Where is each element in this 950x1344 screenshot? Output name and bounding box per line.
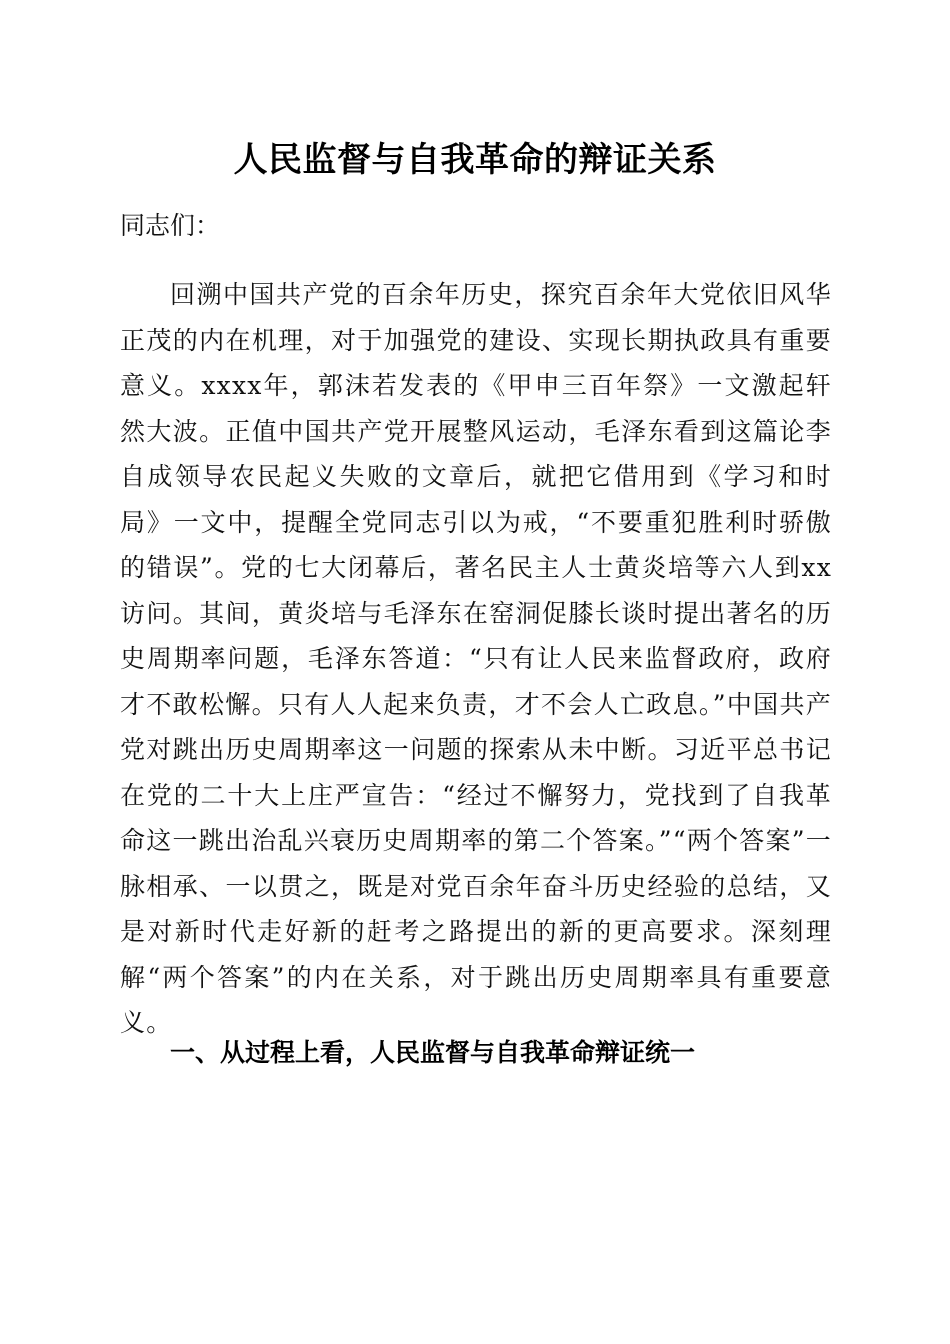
document-title: 人民监督与自我革命的辩证关系 — [233, 140, 717, 180]
salutation: 同志们： — [120, 211, 221, 240]
body-paragraph: 回溯中国共产党的百余年历史，探究百余年大党依旧风华正茂的内在机理，对于加强党的建设、实现长期执政具有重要意义。xxxx年，郭沫若发表的《甲申三百年祭》一文激起轩然大波。正值中国共产党开展整风运动，毛泽东看到这篇论李自成领导农民起义失败的文章后，就把它借用到《学习和时局》一文中，提醒全党同志引以为戒，“不要重犯胜利时骄傲的错误”。党的七大闭幕后，著名民主人士黄炎培等六人到xx访问。其间，黄炎培与毛泽东在窑洞促膝长谈时提出著名的历史周期率问题，毛泽东答道：“只有让人民来监督政府，政府才不敢松懈。只有人人起来负责，才不会人亡政息。”中国共产党对跳出历史周期率这一问题的探索从未中断。习近平总书记在党的二十大上庄严宣告：“经过不懈努力，党找到了自我革命这一跳出治乱兴衰历史周期率的第二个答案。”“两个答案”一脉相承、一以贯之，既是对党百余年奋斗历史经验的总结，又是对新时代走好新的赶考之路提出的新的更高要求。深刻理解“两个答案”的内在关系，对于跳出历史周期率具有重要意义。 — [120, 280, 832, 1037]
section-heading: 一、从过程上看，人民监督与自我革命辩证统一 — [170, 1038, 696, 1067]
